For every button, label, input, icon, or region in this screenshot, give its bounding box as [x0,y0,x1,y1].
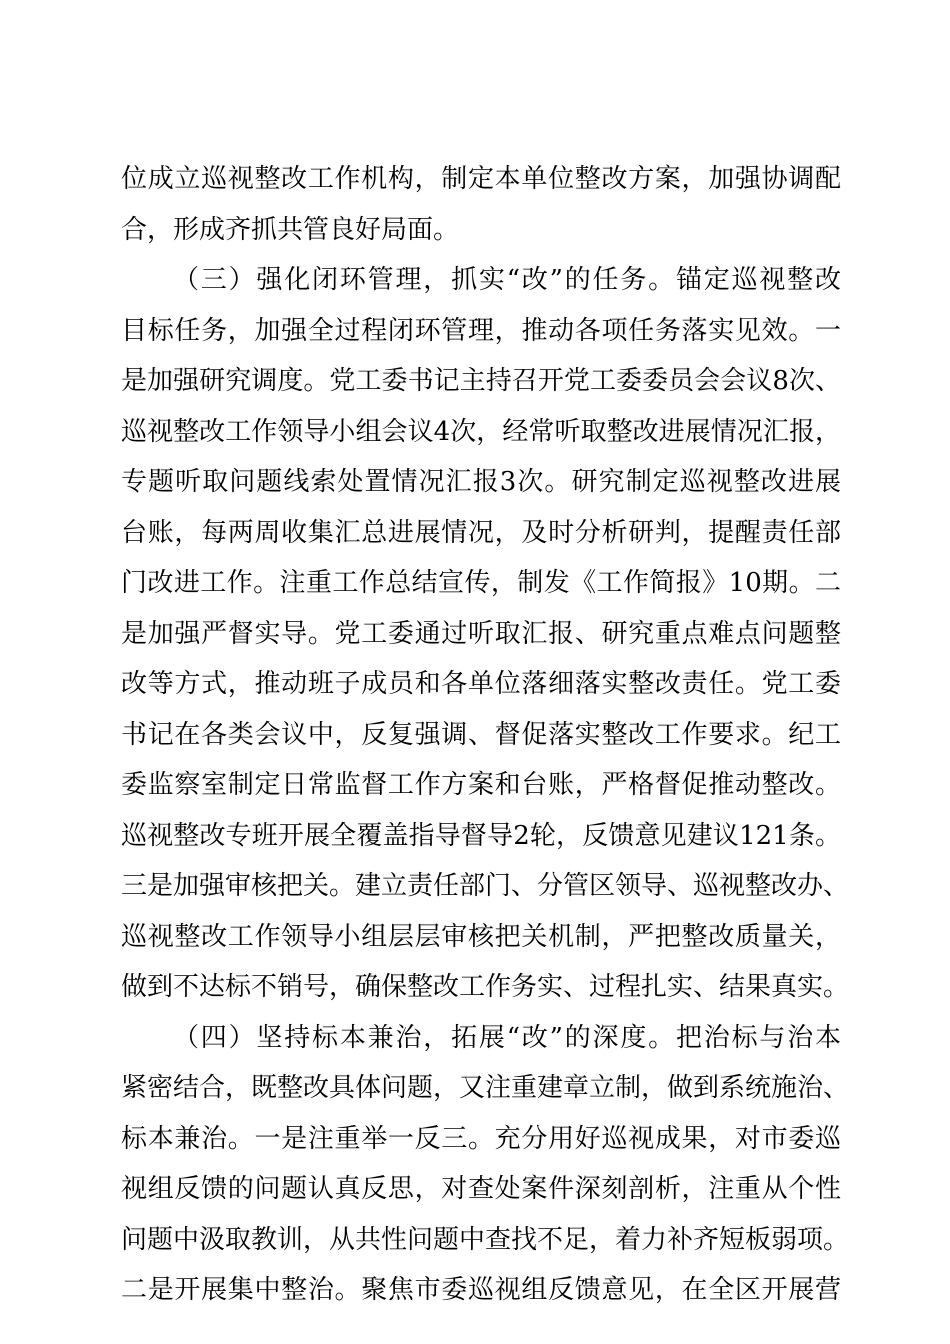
section-heading-line: （三）强化闭环管理，抓实“改”的任务。锚定巡视整改 [173,265,841,295]
text-line: 门改进工作。注重工作总结宣传，制发《工作简报》10期。二 [121,568,841,598]
body-text [121,154,850,1316]
text-line: 二是开展集中整治。聚焦市委巡视组反馈意见，在全区开展营 [121,1275,841,1305]
text-line: 巡视整改工作领导小组会议4次，经常听取整改进展情况汇报， [121,416,841,447]
text-line: 做到不达标不销号，确保整改工作务实、过程扎实、结果真实。 [121,972,850,1002]
text-line: 是加强严督实导。党工委通过听取汇报、研究重点难点问题整 [121,618,841,649]
text-line: 标本兼治。一是注重举一反三。充分用好巡视成果，对市委巡 [121,1123,841,1154]
text-line: 位成立巡视整改工作机构，制定本单位整改方案，加强协调配 [121,164,841,194]
text-line: 改等方式，推动班子成员和各单位落细落实整改责任。党工委 [121,669,841,699]
text-line: 巡视整改工作领导小组层层审核把关机制，严把整改质量关， [121,921,841,952]
section-heading-line: （四）坚持标本兼治，拓展“改”的深度。把治标与治本 [173,1022,841,1053]
text-line: 紧密结合，既整改具体问题，又注重建章立制，做到系统施治、 [121,1073,850,1103]
text-line: 合，形成齐抓共管良好局面。 [121,214,460,245]
text-line: 视组反馈的问题认真反思，对查处案件深刻剖析，注重从个性 [121,1174,841,1204]
text-line: 三是加强审核把关。建立责任部门、分管区领导、巡视整改办、 [121,871,850,901]
text-line: 是加强研究调度。党工委书记主持召开党工委委员会会议8次、 [121,366,841,396]
text-line: 书记在各类会议中，反复强调、督促落实整改工作要求。纪工 [121,719,841,750]
text-line: 台账，每两周收集汇总进展情况，及时分析研判，提醒责任部 [121,517,841,548]
text-line: 问题中汲取教训，从共性问题中查找不足，着力补齐短板弱项。 [121,1224,850,1255]
text-line: 专题听取问题线索处置情况汇报3次。研究制定巡视整改进展 [121,467,841,497]
text-line: 巡视整改专班开展全覆盖指导督导2轮，反馈意见建议121条。 [121,820,841,851]
text-line: 委监察室制定日常监督工作方案和台账，严格督促推动整改。 [121,770,841,800]
text-line: 目标任务，加强全过程闭环管理，推动各项任务落实见效。一 [121,315,841,346]
